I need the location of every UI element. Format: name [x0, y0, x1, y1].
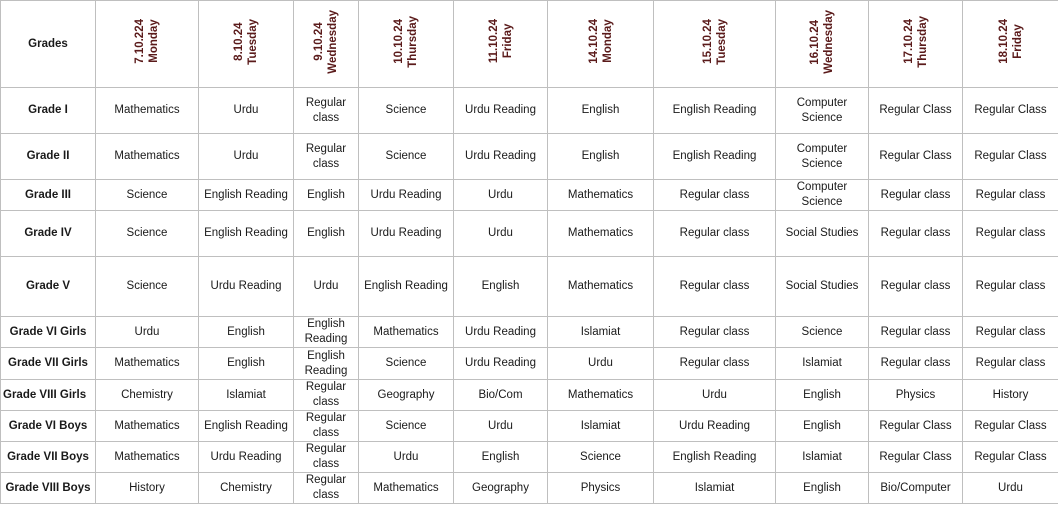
- subject-cell: Social Studies: [776, 211, 869, 257]
- subject-cell: Computer Science: [776, 88, 869, 134]
- table-row: [1, 180, 1058, 211]
- subject-cell: English Reading: [199, 411, 294, 442]
- table-row: [1, 317, 1058, 348]
- subject-cell: Bio/Com: [454, 380, 548, 411]
- grade-label: Grade VI Boys: [1, 411, 96, 442]
- subject-cell: Mathematics: [548, 380, 654, 411]
- subject-cell: Regular class: [654, 348, 776, 380]
- subject-cell: Science: [359, 411, 454, 442]
- subject-cell: Mathematics: [96, 442, 199, 473]
- subject-cell: Mathematics: [96, 411, 199, 442]
- subject-cell: Regular class: [654, 211, 776, 257]
- day-header: 14.10.24 Monday: [548, 1, 654, 88]
- table-row: [1, 88, 1058, 134]
- subject-cell: Regular Class: [963, 88, 1058, 134]
- subject-cell: Islamiat: [654, 473, 776, 504]
- subject-cell: Regular class: [654, 180, 776, 211]
- subject-cell: Regular class: [294, 88, 359, 134]
- subject-cell: English: [454, 442, 548, 473]
- subject-cell: English Reading: [294, 317, 359, 348]
- subject-cell: Chemistry: [199, 473, 294, 504]
- subject-cell: Science: [359, 348, 454, 380]
- subject-cell: Mathematics: [359, 473, 454, 504]
- subject-cell: English Reading: [654, 442, 776, 473]
- grade-label: Grade VIII Girls: [1, 380, 96, 411]
- subject-cell: Science: [776, 317, 869, 348]
- subject-cell: English: [548, 88, 654, 134]
- subject-cell: Regular Class: [869, 411, 963, 442]
- subject-cell: Urdu: [199, 88, 294, 134]
- subject-cell: Urdu Reading: [199, 442, 294, 473]
- table-row: [1, 211, 1058, 257]
- table-row: [1, 380, 1058, 411]
- day-header: 11.10.24 Friday: [454, 1, 548, 88]
- grades-header: Grades: [1, 1, 96, 88]
- subject-cell: English Reading: [654, 134, 776, 180]
- grade-label: Grade VII Girls: [1, 348, 96, 380]
- subject-cell: English Reading: [199, 211, 294, 257]
- subject-cell: Regular class: [869, 348, 963, 380]
- subject-cell: Urdu: [454, 211, 548, 257]
- subject-cell: Mathematics: [548, 180, 654, 211]
- subject-cell: Computer Science: [776, 180, 869, 211]
- subject-cell: English: [548, 134, 654, 180]
- subject-cell: Regular class: [963, 211, 1058, 257]
- subject-cell: Regular class: [869, 211, 963, 257]
- subject-cell: English: [294, 211, 359, 257]
- subject-cell: Regular class: [654, 257, 776, 317]
- grade-label: Grade I: [1, 88, 96, 134]
- subject-cell: Urdu: [548, 348, 654, 380]
- subject-cell: English: [454, 257, 548, 317]
- subject-cell: Urdu Reading: [454, 134, 548, 180]
- subject-cell: Urdu Reading: [654, 411, 776, 442]
- subject-cell: Urdu Reading: [359, 180, 454, 211]
- subject-cell: Science: [96, 257, 199, 317]
- subject-cell: Islamiat: [776, 348, 869, 380]
- grade-label: Grade VI Girls: [1, 317, 96, 348]
- subject-cell: Regular class: [294, 442, 359, 473]
- subject-cell: Urdu Reading: [199, 257, 294, 317]
- subject-cell: Regular class: [294, 380, 359, 411]
- subject-cell: Urdu: [96, 317, 199, 348]
- grade-label: Grade VII Boys: [1, 442, 96, 473]
- table-row: [1, 442, 1058, 473]
- subject-cell: Regular class: [294, 411, 359, 442]
- subject-cell: Urdu: [654, 380, 776, 411]
- subject-cell: Science: [359, 88, 454, 134]
- subject-cell: Bio/Computer: [869, 473, 963, 504]
- table-row: [1, 411, 1058, 442]
- subject-cell: English: [199, 317, 294, 348]
- subject-cell: Computer Science: [776, 134, 869, 180]
- subject-cell: Science: [96, 180, 199, 211]
- subject-cell: English: [776, 411, 869, 442]
- subject-cell: History: [963, 380, 1058, 411]
- table-row: [1, 257, 1058, 317]
- subject-cell: Regular class: [294, 134, 359, 180]
- subject-cell: Mathematics: [548, 211, 654, 257]
- subject-cell: Urdu Reading: [454, 88, 548, 134]
- subject-cell: Islamiat: [548, 317, 654, 348]
- subject-cell: Regular Class: [869, 88, 963, 134]
- subject-cell: Science: [548, 442, 654, 473]
- subject-cell: Mathematics: [548, 257, 654, 317]
- subject-cell: Science: [359, 134, 454, 180]
- table-row: [1, 348, 1058, 380]
- subject-cell: English: [294, 180, 359, 211]
- day-header: 7.10.224 Monday: [96, 1, 199, 88]
- grade-label: Grade II: [1, 134, 96, 180]
- subject-cell: Social Studies: [776, 257, 869, 317]
- subject-cell: Urdu Reading: [454, 348, 548, 380]
- subject-cell: Mathematics: [96, 88, 199, 134]
- grade-label: Grade VIII Boys: [1, 473, 96, 504]
- subject-cell: Regular class: [654, 317, 776, 348]
- grade-label: Grade V: [1, 257, 96, 317]
- subject-cell: Chemistry: [96, 380, 199, 411]
- subject-cell: Physics: [548, 473, 654, 504]
- day-header: 16.10.24 Wednesday: [776, 1, 869, 88]
- day-header: 15.10.24 Tuesday: [654, 1, 776, 88]
- grade-label: Grade IV: [1, 211, 96, 257]
- subject-cell: Islamiat: [548, 411, 654, 442]
- subject-cell: Urdu: [963, 473, 1058, 504]
- subject-cell: Physics: [869, 380, 963, 411]
- subject-cell: Regular class: [963, 317, 1058, 348]
- subject-cell: Urdu Reading: [359, 211, 454, 257]
- subject-cell: Mathematics: [96, 348, 199, 380]
- table-row: [1, 473, 1058, 504]
- subject-cell: Urdu: [359, 442, 454, 473]
- subject-cell: English: [776, 473, 869, 504]
- subject-cell: Regular Class: [963, 134, 1058, 180]
- subject-cell: Islamiat: [776, 442, 869, 473]
- subject-cell: Science: [96, 211, 199, 257]
- day-header: 17.10.24 Thursday: [869, 1, 963, 88]
- day-header: 10.10.24 Thursday: [359, 1, 454, 88]
- subject-cell: Regular class: [869, 257, 963, 317]
- subject-cell: Geography: [359, 380, 454, 411]
- subject-cell: English Reading: [294, 348, 359, 380]
- subject-cell: Regular Class: [869, 134, 963, 180]
- subject-cell: Regular Class: [963, 411, 1058, 442]
- subject-cell: English Reading: [359, 257, 454, 317]
- subject-cell: Regular class: [869, 180, 963, 211]
- subject-cell: English Reading: [654, 88, 776, 134]
- subject-cell: Regular class: [869, 317, 963, 348]
- day-header: 18.10.24 Friday: [963, 1, 1058, 88]
- subject-cell: Regular class: [963, 180, 1058, 211]
- subject-cell: Mathematics: [96, 134, 199, 180]
- day-header: 9.10.24 Wednesday: [294, 1, 359, 88]
- subject-cell: Regular Class: [963, 442, 1058, 473]
- subject-cell: Urdu Reading: [454, 317, 548, 348]
- subject-cell: Urdu: [454, 180, 548, 211]
- subject-cell: Urdu: [294, 257, 359, 317]
- subject-cell: Urdu: [199, 134, 294, 180]
- day-header: 8.10.24 Tuesday: [199, 1, 294, 88]
- subject-cell: English Reading: [199, 180, 294, 211]
- subject-cell: Regular class: [294, 473, 359, 504]
- subject-cell: Regular class: [963, 348, 1058, 380]
- subject-cell: Islamiat: [199, 380, 294, 411]
- subject-cell: Geography: [454, 473, 548, 504]
- subject-cell: English: [776, 380, 869, 411]
- subject-cell: English: [199, 348, 294, 380]
- subject-cell: Regular class: [963, 257, 1058, 317]
- table-row: [1, 134, 1058, 180]
- subject-cell: History: [96, 473, 199, 504]
- subject-cell: Regular Class: [869, 442, 963, 473]
- subject-cell: Urdu: [454, 411, 548, 442]
- header-row: [1, 1, 1058, 88]
- grade-label: Grade III: [1, 180, 96, 211]
- subject-cell: Mathematics: [359, 317, 454, 348]
